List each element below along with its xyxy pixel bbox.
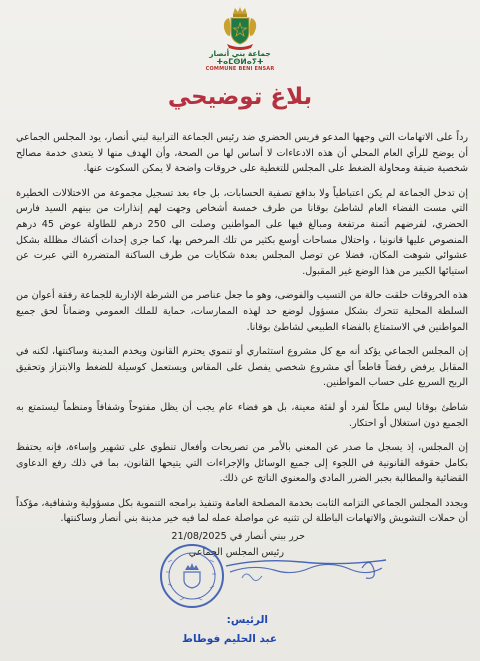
- handwritten-signature-icon: [222, 548, 390, 596]
- coat-of-arms-icon: [221, 6, 259, 50]
- paragraph: إن المجلس، إذ يسجل ما صدر عن المعني بالأمر من تصريحات وأفعال تنطوي على تشهير وإساءة، فإنه يحتفظ بكامل حقوقه القانونية في اللجوء إلى جميع الوسائل والإجراءات التي يتيحها القانون، بما في ذلك رفع الدعاوى القضائية والمطالبة بجبر الضرر المادي والمعنوي الناتج عن ذلك.: [16, 442, 468, 485]
- municipality-name-arabic: جماعة بني أنصار ⵜⴰⵎⵙⵍⴰⵢⵜ: [190, 50, 290, 66]
- paragraph: رداً على الاتهامات التي وجهها المدعو فريس الحضري ضد رئيس الجماعة الترابية لبني أنصار، يود المجلس الجماعي أن يوضح للرأي العام المحلي أن هذه الادعاءات لا أساس لها من الصحة، وأن الهدف منها لا يتعدى خدمة مصالح شخصية ضيقة ومحاولة الضغط على المجلس للتغطية على خروقات واضحة لا يمكن السكوت عنها.: [16, 132, 468, 175]
- municipality-name-tifinagh: ⵜⴰⵎⵙⵍⴰⵢⵜ: [216, 57, 264, 66]
- paragraph: شاطئ بوقانا ليس ملكاً لفرد أو لفئة معينة، بل هو فضاء عام يجب أن يظل مفتوحاً وشفافاً ومنظماً ليستمتع به الجميع دون استغلال أو احتكار.: [16, 401, 468, 429]
- paragraph: إن تدخل الجماعة لم يكن اعتباطياً ولا بدافع تصفية الحسابات، بل جاء بعد تسجيل مجموعة من الاختلالات الخطيرة التي مست الفضاء العام لشاطئ بوقانا من طرف خمسة أشخاص وجهت لهم إنذارات من بينهم السيد فارس الحضري، لفرضهم أثمنة مرتفعة ومبالغ فيها على المواطنين وصلت الى 250 درهم للطاولة عوض 45 درهم المنصوص عليها قانونيا ، واحتلال مساحات أوسع بكثير من تلك المرخص بها، كما جرى إحداث أكشاك مظللة بشكل عشوائي شوهت المكان، فضلا عن توصل المجلس بعدة شكايات من طرف الساكنة المتضررة التي عبرت عن استيائها الكبير من هذا الوضع غير المقبول.: [16, 187, 468, 277]
- president-name: عبد الحليم فوطاط: [182, 633, 277, 645]
- paragraph: إن المجلس الجماعي يؤكد أنه مع كل مشروع استثماري أو تنموي يحترم القانون ويخدم المدينة وساكنتها، لكنه في المقابل يرفض رفضاً قاطعاً أي مشروع شخصي يفصل على المقاس ويستعمل كوسيلة للضغط والابتزاز وتحقيق الربح السريع على حساب المواطنين.: [16, 346, 468, 389]
- paragraph: ويجدد المجلس الجماعي التزامه الثابت بخدمة المصلحة العامة وتنفيذ برامجه التنموية بكل مسؤولية وشفافية، مؤكداً أن حملات التشويش والاتهامات الباطلة لن تثنيه عن مواصلة عمله لما فيه خير مدينة بني أنصار وساكنتها.: [16, 497, 468, 525]
- signatory-role: رئيس المجلس الجماعي: [188, 547, 284, 558]
- official-stamp-icon: [158, 542, 226, 610]
- document-title: بلاغ توضيحي: [167, 84, 313, 110]
- statement-body: [16, 130, 468, 536]
- president-label: الرئيس:: [226, 614, 268, 626]
- municipality-name-latin: COMMUNE BENI ENSAR: [205, 66, 275, 72]
- paragraph: هذه الخروقات خلقت حالة من التسيب والفوضى، وهو ما جعل عناصر من الشرطة الإدارية للجماعة رفقة أعوان من السلطة المحلية تتحرك بشكل مسؤول لوضع حد لهذه الممارسات، حماية للملك العمومي وضماناً لحق جميع المواطنين في الاستمتاع بالفضاء الطبيعي لشاطئ بوقانا.: [16, 290, 468, 333]
- issue-date: حرر ببني أنصار في 21/08/2025: [171, 531, 305, 542]
